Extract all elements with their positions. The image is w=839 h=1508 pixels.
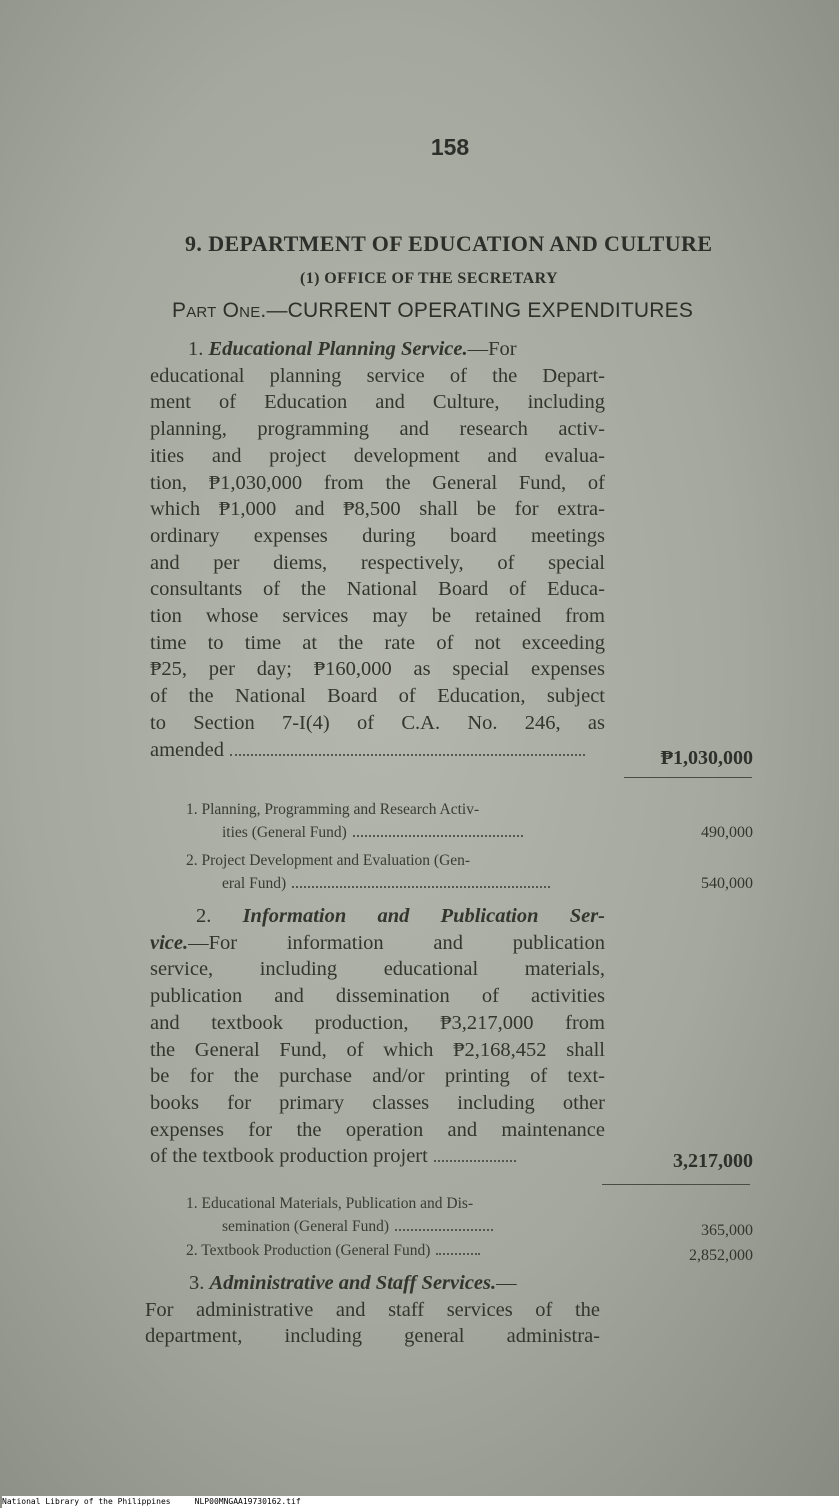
section-3-title: Administrative and Staff Services. — [209, 1272, 497, 1294]
section-1-line-14: to Section 7-I(4) of C.A. No. 246, as — [150, 711, 605, 734]
section-3-number: 3. — [189, 1272, 205, 1294]
leader-dots — [292, 886, 550, 888]
section-1-amended: amended — [150, 738, 224, 761]
leader-dots — [353, 835, 523, 837]
section-2-line-4: the General Fund, of which ₱2,168,452 shall — [150, 1038, 605, 1061]
section-1-line-5: tion, ₱1,030,000 from the General Fund, of — [150, 471, 605, 494]
section-2-title-1: Information and Publication Ser- — [242, 905, 605, 927]
section-1-line-11: time to time at the rate of not exceeding — [150, 631, 605, 654]
section-2-line-1: service, including educational materials, — [150, 958, 605, 981]
part-heading-o: O — [222, 299, 240, 322]
section-1-line-15 — [150, 737, 605, 764]
part-heading-ne: NE — [239, 304, 261, 321]
leader-dots — [395, 1229, 493, 1231]
item-line-1 — [186, 1239, 480, 1262]
section-3-line-2: department, including general administra- — [145, 1325, 600, 1348]
section-2-line-8 — [150, 1143, 605, 1170]
section-2-line-0: —For information and publication — [188, 931, 605, 954]
section-1-heading-line — [150, 336, 605, 363]
item-line-2 — [186, 872, 550, 895]
section-2-total-rule — [602, 1184, 750, 1185]
section-3-heading-line — [145, 1270, 600, 1297]
leader-dots — [436, 1253, 480, 1255]
section-1-item-1-amount: 490,000 — [701, 824, 753, 841]
item-line-1: 1. Educational Materials, Publication and Dis- — [186, 1195, 474, 1212]
section-2-title-2: vice. — [150, 931, 189, 954]
office-heading: (1) OFFICE OF THE SECRETARY — [300, 270, 558, 287]
section-1-line-8: and per diems, respectively, of special — [150, 551, 605, 574]
section-1-line-0: —For — [467, 338, 517, 360]
item-line-1: 2. Project Development and Evaluation (Gen- — [186, 852, 471, 869]
section-3-paragraph — [145, 1270, 600, 1350]
part-heading-art: ART — [186, 304, 217, 321]
footer-library: National Library of the Philippines — [2, 1497, 171, 1506]
item-line-1: 1. Planning, Programming and Research Activ- — [186, 801, 480, 818]
section-1-line-10: tion whose services may be retained from — [150, 605, 605, 628]
section-2-heading-line — [150, 903, 605, 930]
part-heading-rest: .—CURRENT OPERATING EXPENDITURES — [260, 299, 694, 322]
section-2-line-3: and textbook production, ₱3,217,000 from — [150, 1011, 605, 1034]
section-1-title: Educational Planning Service. — [208, 338, 468, 360]
section-1-item-1 — [186, 798, 523, 844]
section-1-line-7: ordinary expenses during board meetings — [150, 524, 605, 547]
item-line-1-text: 2. Textbook Production (General Fund) — [186, 1242, 431, 1259]
section-1-line-3: planning, programming and research activ- — [150, 418, 605, 441]
department-heading: 9. DEPARTMENT OF EDUCATION AND CULTURE — [185, 231, 713, 256]
section-1-number: 1. — [188, 338, 204, 360]
item-line-2-text: ities (General Fund) — [222, 824, 347, 841]
section-2-heading-line-2 — [150, 930, 605, 957]
footer-file-id: NLP00MNGAA19730162.tif — [194, 1497, 301, 1506]
section-1-item-2 — [186, 849, 550, 895]
section-2-line-6: books for primary classes including other — [150, 1091, 605, 1114]
section-1-line-12: ₱25, per day; ₱160,000 as special expenses — [150, 658, 605, 681]
section-2-line-5: be for the purchase and/or printing of text- — [150, 1065, 605, 1088]
section-1-line-13: of the National Board of Education, subject — [150, 685, 605, 708]
section-2-last-line: of the textbook production projert — [150, 1145, 428, 1168]
page-number: 158 — [430, 134, 470, 160]
section-1-total: ₱1,030,000 — [660, 747, 753, 769]
item-line-2 — [186, 821, 523, 844]
section-1-line-2: ment of Education and Culture, including — [150, 391, 605, 414]
part-heading-p: P — [172, 299, 187, 322]
leader-dots — [230, 754, 585, 756]
section-3-line-0: — — [496, 1272, 517, 1294]
section-1-paragraph — [150, 336, 605, 763]
item-line-2 — [186, 1215, 493, 1238]
section-2-line-2: publication and dissemination of activities — [150, 985, 605, 1008]
section-1-line-1: educational planning service of the Depart- — [150, 364, 605, 387]
section-3-line-1: For administrative and staff services of the — [145, 1298, 600, 1321]
section-2-item-1 — [186, 1192, 493, 1238]
section-2-item-2-amount: 2,852,000 — [689, 1247, 753, 1264]
section-2-paragraph — [150, 903, 605, 1170]
item-line-2-text: semination (General Fund) — [222, 1218, 390, 1235]
section-2-item-1-amount: 365,000 — [701, 1222, 753, 1239]
leader-dots — [434, 1160, 516, 1162]
section-2-line-7: expenses for the operation and maintenance — [150, 1118, 605, 1141]
section-1-line-4: ities and project development and evalua- — [150, 444, 605, 467]
section-2-total: 3,217,000 — [673, 1150, 753, 1172]
section-1-line-9: consultants of the National Board of Educa- — [150, 578, 605, 601]
section-2-item-2 — [186, 1239, 480, 1262]
section-1-total-rule — [624, 777, 752, 778]
section-2-number: 2. — [196, 905, 212, 927]
part-heading — [172, 299, 693, 323]
item-line-2-text: eral Fund) — [222, 875, 287, 892]
scan-footer — [2, 1496, 839, 1508]
section-1-line-6: which ₱1,000 and ₱8,500 shall be for extra- — [150, 498, 605, 521]
section-1-item-2-amount: 540,000 — [701, 875, 753, 892]
